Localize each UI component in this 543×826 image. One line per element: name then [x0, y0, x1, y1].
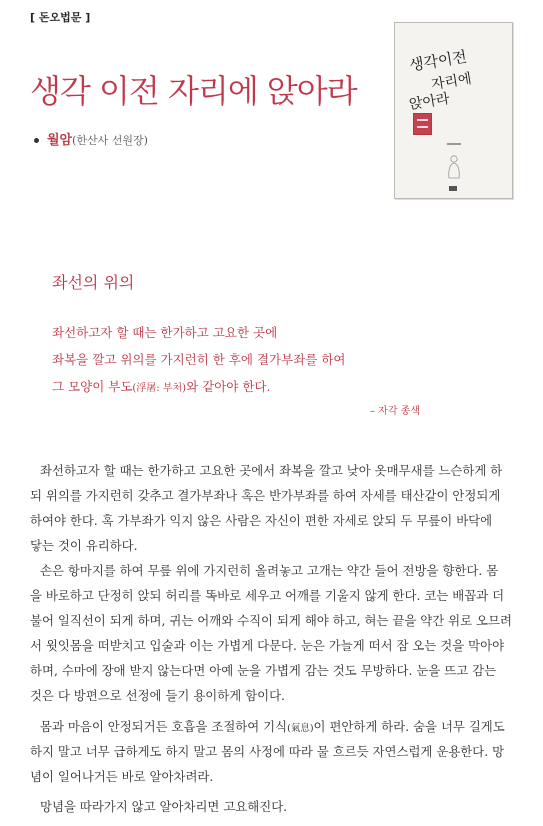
author-affiliation: (한산사 선원장) [72, 134, 148, 147]
body-line: 하며, 수마에 장애 받지 않는다면 아예 눈을 가볍게 감는 것도 무방하다. 눈을 뜨고 감는 [30, 663, 497, 678]
body-line: 손은 항마지를 하여 무릎 위에 가지런히 올려놓고 고개는 약간 들어 전방을 향한다. 몸 [40, 563, 499, 578]
book-title-line-3: 앉아라 [408, 90, 451, 114]
body-line: 망념을 따라가지 않고 알아차리면 고요해진다. [40, 799, 288, 814]
body-annotation: (氣息) [287, 723, 314, 734]
body-line: 념이 일어나거든 바로 알아차려라. [30, 769, 214, 784]
publisher-logo [449, 186, 457, 191]
seal-stamp-icon [413, 113, 432, 135]
cover-author-mark [447, 143, 461, 145]
body-line: 좌선하고자 할 때는 한가하고 고요한 곳에서 좌복을 깔고 낮아 옷매무새를 느슨하게 하 [40, 463, 503, 478]
author-name: 월암 [47, 133, 73, 148]
verse-citation: – 자각 종색 [370, 406, 420, 417]
buddha-statue-icon [446, 154, 462, 180]
verse-line: 좌선하고자 할 때는 한가하고 고요한 곳에 [52, 325, 278, 340]
book-title-line-1: 생각이전 [408, 47, 469, 75]
body-line: 것은 다 방편으로 선정에 들기 용이하게 함이다. [30, 688, 285, 703]
bullet-icon [34, 138, 39, 143]
section-heading: 좌선의 위의 [52, 273, 135, 292]
body-text: 이 편안하게 하라. 숨을 너무 길게도 [313, 719, 505, 734]
body-line: 하지 말고 너무 급하게도 하지 말고 몸의 사정에 따라 물 흐르듯 자연스럽게 운용한다. 망 [30, 744, 505, 759]
author-line [34, 129, 148, 148]
body-text: 몸과 마음이 안정되거든 호흡을 조절하여 기식 [40, 719, 288, 734]
body-line: 서 윗잇몸을 떠받치고 입술과 이는 가볍게 다문다. 눈은 가늘게 떠서 잠 오는 것을 막아야 [30, 638, 505, 653]
body-line: 을 바로하고 단정히 앉되 허리를 똑바로 세우고 어깨를 기울지 않게 한다. 코는 배꼽과 더 [30, 588, 505, 603]
book-title-line-2: 자리에 [430, 70, 473, 94]
article-title: 생각 이전 자리에 앉아라 [30, 72, 357, 110]
verse-text: 와 같아야 한다. [186, 379, 271, 394]
body-line: 닿는 것이 유리하다. [30, 538, 138, 553]
verse-line: 좌복을 깔고 위의를 가지런히 한 후에 결가부좌를 하여 [52, 352, 346, 367]
verse-annotation: (浮屠: 부처) [132, 383, 187, 394]
body-line [40, 717, 505, 735]
verse-line [52, 377, 270, 395]
body-line: 되 위의를 가지런히 갖추고 결가부좌나 혹은 반가부좌를 하여 자세를 태산같이 안정되게 [30, 488, 501, 503]
verse-text: 그 모양이 부도 [52, 379, 133, 394]
body-line: 하여야 한다. 혹 가부좌가 익지 않은 사람은 자신이 편한 자세로 앉되 두 무릎이 바닥에 [30, 513, 493, 528]
body-line: 불어 일직선이 되게 하며, 귀는 어깨와 수직이 되게 해야 하고, 혀는 끝을 약간 위로 오므려 [30, 613, 512, 628]
book-cover [394, 22, 513, 199]
section-tag: [ 돈오법문 ] [30, 11, 91, 24]
